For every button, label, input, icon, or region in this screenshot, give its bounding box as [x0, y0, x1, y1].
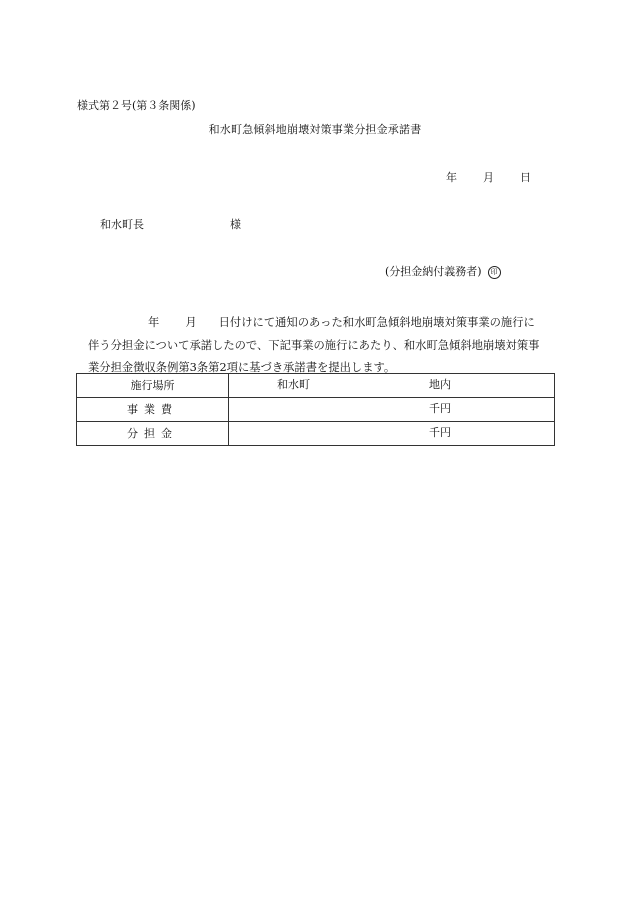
date-month-label: 月	[483, 171, 494, 184]
date-day-label: 日	[520, 171, 531, 184]
body-year-label: 年	[148, 316, 160, 329]
location-value-cell	[229, 374, 555, 398]
table-row-location	[77, 374, 555, 398]
project-cost-label: 事業費	[77, 398, 229, 422]
table-row-contribution	[77, 422, 555, 446]
signer-line	[385, 265, 501, 279]
location-town: 和水町	[277, 378, 310, 391]
body-month-label: 月	[185, 316, 197, 329]
details-table	[76, 373, 555, 446]
body-line-2: 伴う分担金について承諾したので、下記事業の施行にあたり、和水町急傾斜地崩壊対策事	[88, 338, 540, 352]
addressee-honorific: 様	[230, 218, 241, 231]
location-label: 施行場所	[77, 374, 229, 398]
document-title: 和水町急傾斜地崩壊対策事業分担金承諾書	[208, 123, 422, 136]
addressee-name: 和水町長	[100, 218, 144, 231]
body-line-3: 業分担金徴収条例第3条第2項に基づき承諾書を提出します。	[88, 361, 396, 374]
body-paragraph	[88, 312, 568, 380]
seal-mark: 印	[488, 266, 501, 279]
contribution-unit: 千円	[429, 426, 451, 439]
body-line-1	[88, 312, 568, 335]
addressee	[100, 218, 241, 232]
project-cost-value-cell	[229, 398, 555, 422]
body-line-1-text: 日付けにて通知のあった和水町急傾斜地崩壊対策事業の施行に	[218, 316, 535, 329]
project-cost-unit: 千円	[429, 402, 451, 415]
table-row-project-cost	[77, 398, 555, 422]
location-suffix: 地内	[429, 378, 451, 391]
form-number: 様式第２号(第３条関係)	[77, 99, 196, 112]
date-line	[446, 171, 531, 185]
contribution-value-cell	[229, 422, 555, 446]
date-year-label: 年	[446, 171, 457, 184]
contribution-label: 分担金	[77, 422, 229, 446]
signer-label: (分担金納付義務者)	[385, 265, 482, 278]
